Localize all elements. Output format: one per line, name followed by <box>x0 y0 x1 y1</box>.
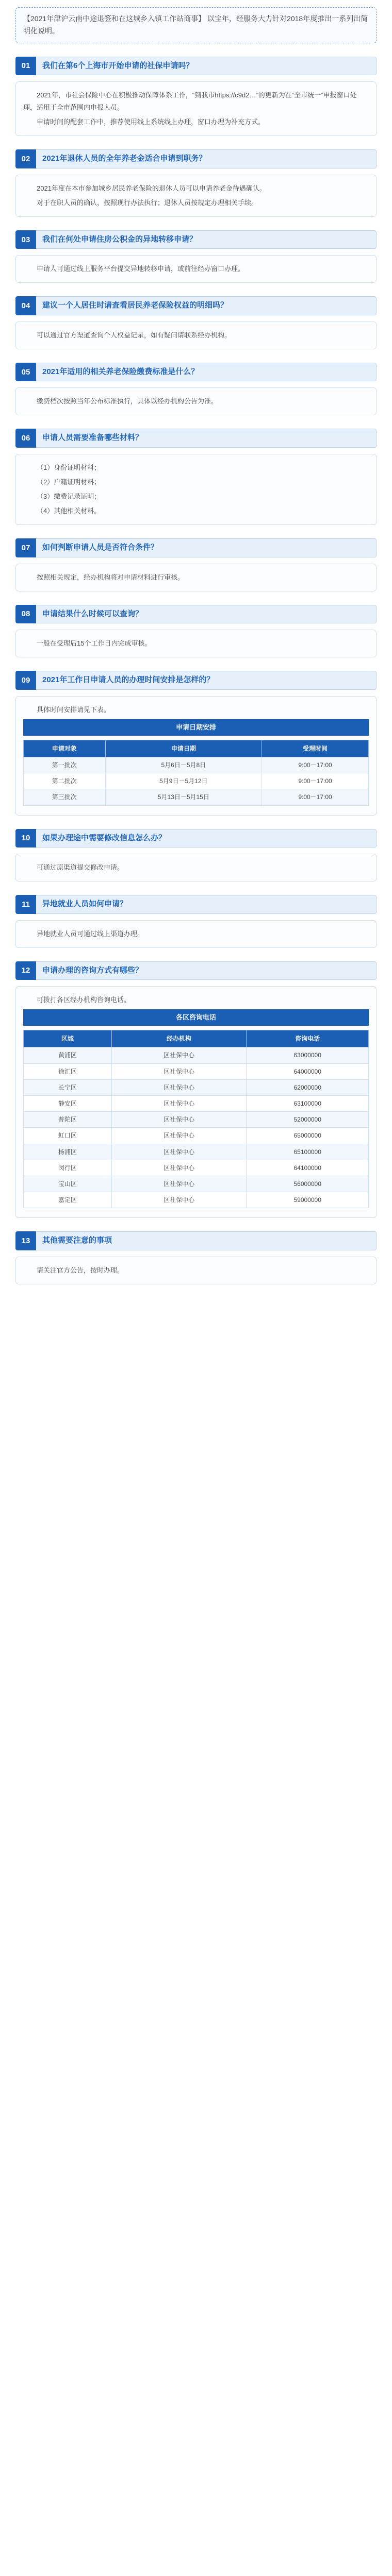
contacts-title: 各区咨询电话 <box>23 1009 369 1026</box>
table-cell: 63000000 <box>247 1047 369 1063</box>
table-header: 区域 <box>24 1030 112 1047</box>
question-text: 申请人员需要准备哪些材料？ <box>36 429 377 448</box>
qa-item <box>15 1231 377 1284</box>
question-number: 05 <box>15 363 36 382</box>
table-row <box>24 1176 369 1192</box>
intro-box <box>15 7 377 43</box>
table-row <box>24 1160 369 1176</box>
table-cell: 5月9日－5月12日 <box>105 773 262 789</box>
question-number: 06 <box>15 429 36 448</box>
table-row <box>24 1063 369 1079</box>
answer-box <box>15 255 377 283</box>
table-cell: 普陀区 <box>24 1112 112 1128</box>
answer-box <box>15 321 377 349</box>
table-cell: 56000000 <box>247 1176 369 1192</box>
table-header: 申请日期 <box>105 740 262 757</box>
qa-item <box>15 296 377 349</box>
question-number: 03 <box>15 230 36 249</box>
qa-item <box>15 961 377 1218</box>
table-cell: 区社保中心 <box>111 1160 247 1176</box>
answer-paragraph: 2021年度在本市参加城乡居民养老保险的退休人员可以申请养老金待遇确认。 <box>37 184 266 192</box>
table-header: 受理时间 <box>262 740 369 757</box>
table-cell: 65100000 <box>247 1144 369 1160</box>
table-cell: 长宁区 <box>24 1079 112 1095</box>
table-cell: 宝山区 <box>24 1176 112 1192</box>
contacts-table <box>23 1030 369 1208</box>
table-cell: 区社保中心 <box>111 1112 247 1128</box>
answer-box <box>15 630 377 657</box>
question-number: 12 <box>15 961 36 980</box>
table-cell: 第一批次 <box>24 757 106 773</box>
question-number: 04 <box>15 296 36 315</box>
answer-box <box>15 387 377 415</box>
table-row <box>24 1192 369 1208</box>
qa-item <box>15 829 377 882</box>
table-row <box>24 1096 369 1112</box>
table-cell: 虹口区 <box>24 1128 112 1144</box>
table-row <box>24 1079 369 1095</box>
question-bar <box>15 149 377 168</box>
answer-box <box>15 920 377 948</box>
table-cell: 59000000 <box>247 1192 369 1208</box>
table-row <box>24 789 369 805</box>
question-text: 其他需要注意的事项 <box>36 1231 377 1250</box>
answer-paragraph: （1）身份证明材料； <box>37 463 101 471</box>
question-text: 2021年工作日申请人员的办理时间安排是怎样的？ <box>36 671 377 690</box>
table-cell: 5月6日－5月8日 <box>105 757 262 773</box>
table-cell: 杨浦区 <box>24 1144 112 1160</box>
table-cell: 黄浦区 <box>24 1047 112 1063</box>
question-bar <box>15 538 377 557</box>
question-bar <box>15 230 377 249</box>
table-cell: 徐汇区 <box>24 1063 112 1079</box>
answer-paragraph: （2）户籍证明材料； <box>37 478 101 486</box>
question-number: 11 <box>15 895 36 914</box>
qa-item <box>15 149 377 217</box>
table-cell: 区社保中心 <box>111 1144 247 1160</box>
answer-paragraph: 可通过原渠道提交修改申请。 <box>37 863 124 872</box>
schedule-table-box <box>23 719 369 806</box>
answer-box <box>15 986 377 1218</box>
question-number: 01 <box>15 57 36 76</box>
question-number: 13 <box>15 1231 36 1250</box>
answer-box <box>15 1257 377 1284</box>
table-header: 经办机构 <box>111 1030 247 1047</box>
question-bar <box>15 671 377 690</box>
question-text: 我们在何处申请住房公积金的异地转移申请？ <box>36 230 377 249</box>
table-cell: 区社保中心 <box>111 1047 247 1063</box>
answer-box <box>15 175 377 217</box>
question-number: 07 <box>15 538 36 557</box>
table-cell: 63100000 <box>247 1096 369 1112</box>
table-cell: 5月13日－5月15日 <box>105 789 262 805</box>
answer-paragraph: 按照相关规定，经办机构将对申请材料进行审核。 <box>37 573 185 581</box>
question-bar <box>15 605 377 624</box>
table-row <box>24 1144 369 1160</box>
qa-item <box>15 429 377 525</box>
question-text: 我们在第6个上海市开始申请的社保申请吗？ <box>36 57 377 76</box>
table-cell: 64100000 <box>247 1160 369 1176</box>
table-cell: 52000000 <box>247 1112 369 1128</box>
table-cell: 9:00－17:00 <box>262 757 369 773</box>
table-row <box>24 757 369 773</box>
question-text: 申请办理的咨询方式有哪些？ <box>36 961 377 980</box>
question-bar <box>15 829 377 848</box>
table-cell: 9:00－17:00 <box>262 789 369 805</box>
answer-paragraph: 申请人可通过线上服务平台提交异地转移申请，或前往经办窗口办理。 <box>37 265 245 273</box>
question-number: 09 <box>15 671 36 690</box>
table-row <box>24 773 369 789</box>
table-cell: 区社保中心 <box>111 1192 247 1208</box>
question-bar <box>15 429 377 448</box>
answer-paragraph: 具体时间安排请见下表。 <box>37 705 111 714</box>
question-number: 08 <box>15 605 36 624</box>
table-cell: 第三批次 <box>24 789 106 805</box>
schedule-table <box>23 740 369 806</box>
table-row <box>24 1112 369 1128</box>
answer-paragraph: 异地就业人员可通过线上渠道办理。 <box>37 929 144 938</box>
answer-box <box>15 854 377 882</box>
answer-paragraph: （3）缴费记录证明； <box>37 493 101 501</box>
answer-paragraph: 可拨打各区经办机构咨询电话。 <box>37 996 131 1004</box>
answer-paragraph: 缴费档次按照当年公布标准执行，具体以经办机构公告为准。 <box>37 397 218 405</box>
question-bar <box>15 961 377 980</box>
table-cell: 9:00－17:00 <box>262 773 369 789</box>
table-cell: 第二批次 <box>24 773 106 789</box>
qa-item <box>15 671 377 815</box>
qa-item <box>15 605 377 658</box>
question-bar <box>15 57 377 76</box>
table-header: 申请对象 <box>24 740 106 757</box>
table-cell: 65000000 <box>247 1128 369 1144</box>
qa-item <box>15 895 377 948</box>
qa-item <box>15 57 377 137</box>
table-cell: 区社保中心 <box>111 1079 247 1095</box>
question-text: 2021年适用的相关养老保险缴费标准是什么？ <box>36 363 377 382</box>
intro-text: 【2021年津沪云南中途退签和在这城乡入镇工作站商事】 <box>23 14 206 23</box>
qa-item <box>15 538 377 591</box>
answer-box <box>15 696 377 816</box>
question-bar <box>15 363 377 382</box>
answer-paragraph: 请关注官方公告，按时办理。 <box>37 1266 124 1274</box>
table-cell: 区社保中心 <box>111 1096 247 1112</box>
answer-paragraph: （4）其他相关材料。 <box>37 507 101 515</box>
answer-box <box>15 81 377 136</box>
answer-paragraph: 可以通过官方渠道查询个人权益记录，如有疑问请联系经办机构。 <box>37 331 232 339</box>
qa-item <box>15 363 377 416</box>
intro-rest: 以宝年，经服务大力针对2018年度推出一系列出简明化说明。 <box>23 14 368 35</box>
answer-paragraph: 申请时间的配套工作中，推荐使用线上系统线上办理，窗口办理为补充方式。 <box>37 118 265 126</box>
table-header: 咨询电话 <box>247 1030 369 1047</box>
table-cell: 区社保中心 <box>111 1176 247 1192</box>
table-cell: 静安区 <box>24 1096 112 1112</box>
question-text: 如何判断申请人员是否符合条件？ <box>36 538 377 557</box>
question-text: 2021年退休人员的全年养老金适合申请到职务？ <box>36 149 377 168</box>
answer-box <box>15 564 377 591</box>
question-text: 申请结果什么时候可以查询？ <box>36 605 377 624</box>
qa-list <box>0 57 392 1284</box>
qa-item <box>15 230 377 283</box>
table-cell: 闵行区 <box>24 1160 112 1176</box>
table-cell: 62000000 <box>247 1079 369 1095</box>
question-text: 异地就业人员如何申请？ <box>36 895 377 914</box>
table-row <box>24 1128 369 1144</box>
question-text: 如果办理途中需要修改信息怎么办？ <box>36 829 377 848</box>
question-bar <box>15 895 377 914</box>
table-cell: 64000000 <box>247 1063 369 1079</box>
answer-box <box>15 454 377 525</box>
table-cell: 区社保中心 <box>111 1128 247 1144</box>
answer-paragraph: 对于在职人员的确认，按照现行办法执行；退休人员按规定办理相关手续。 <box>37 198 258 207</box>
question-text: 建议一个人居住时请查看居民养老保险权益的明细吗？ <box>36 296 377 315</box>
question-number: 02 <box>15 149 36 168</box>
question-bar <box>15 1231 377 1250</box>
question-number: 10 <box>15 829 36 848</box>
answer-paragraph: 2021年，市社会保险中心在积极推动保障体系工作，“到我市https://c9d2…”的更新为在“全市统一”申报窗口处理，适用于全市范围内申报人员。 <box>23 91 357 112</box>
contacts-table-box <box>23 1009 369 1208</box>
table-cell: 区社保中心 <box>111 1063 247 1079</box>
answer-paragraph: 一般在受理后15个工作日内完成审核。 <box>37 639 152 648</box>
table-cell: 嘉定区 <box>24 1192 112 1208</box>
question-bar <box>15 296 377 315</box>
schedule-title: 申请日期安排 <box>23 719 369 736</box>
table-row <box>24 1047 369 1063</box>
